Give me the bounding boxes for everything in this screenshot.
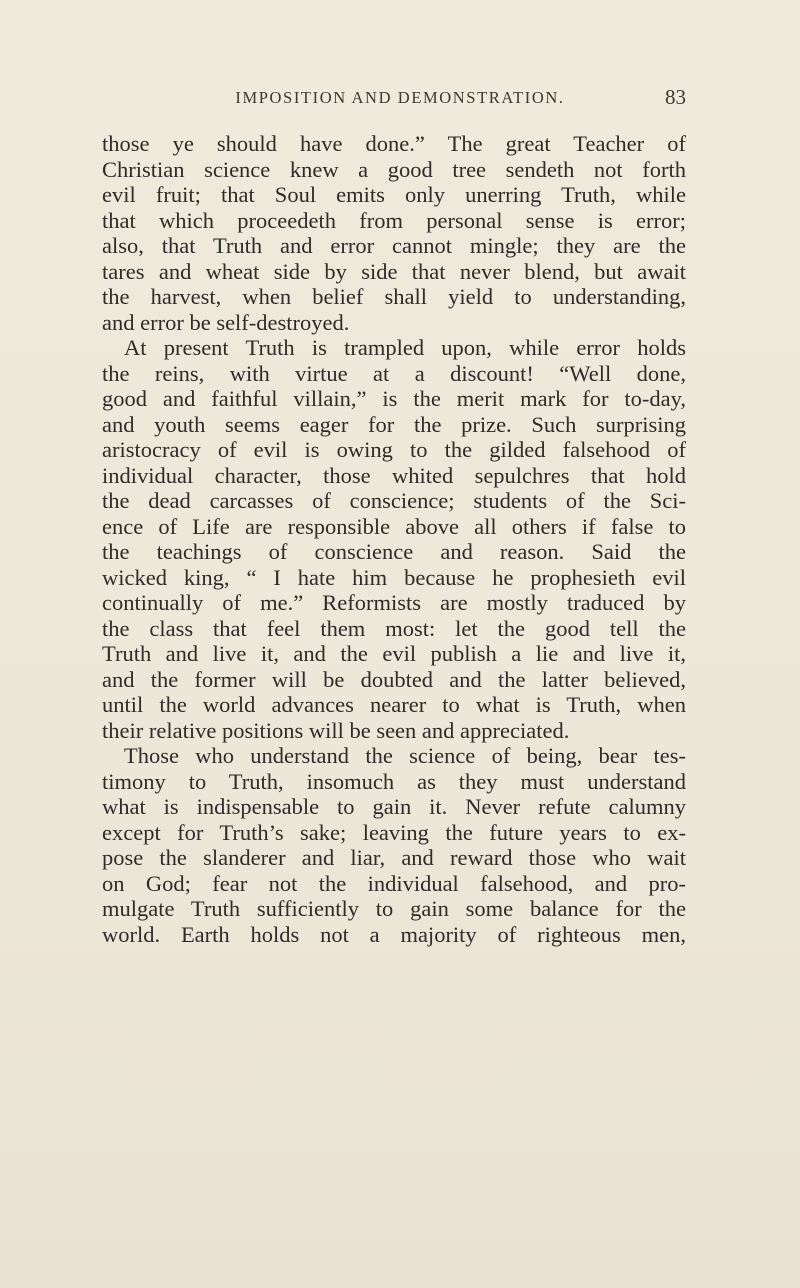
text-line: and the former will be doubted and the latter believed, (102, 666, 686, 692)
text-line: good and faithful villain,” is the merit mark for to-day, (102, 386, 686, 411)
text-line: wicked king, “ I hate him because he prophesieth evil (102, 564, 686, 590)
text-line: continually of me.” Reformists are mostly traduced by (102, 590, 686, 615)
text-line: those ye should have done.” The great Teacher of (102, 131, 686, 156)
text-line: the teachings of conscience and reason. Said the (102, 539, 686, 564)
text-line: until the world advances nearer to what is Truth, when (102, 692, 686, 717)
text-line: pose the slanderer and liar, and reward those who wait (102, 845, 686, 870)
text-line: the reins, with virtue at a discount! “Well done, (102, 360, 686, 386)
paragraph-start-line: Those who understand the science of being, bear tes- (124, 743, 686, 768)
running-head (104, 85, 686, 112)
body-text (102, 131, 686, 947)
text-line: ence of Life are responsible above all others if false to (102, 513, 686, 539)
text-line: the class that feel them most: let the good tell the (102, 615, 686, 641)
text-line: and error be self-destroyed. (102, 309, 350, 335)
text-line: world. Earth holds not a majority of righteous men, (102, 921, 686, 947)
text-line: the harvest, when belief shall yield to understanding, (102, 284, 686, 309)
paragraph-start-line: At present Truth is trampled upon, while error holds (124, 335, 686, 360)
text-line: that which proceedeth from personal sense is error; (102, 207, 686, 233)
text-line: their relative positions will be seen and appreciated. (102, 717, 570, 743)
text-line: Christian science knew a good tree sendeth not forth (102, 156, 686, 182)
text-line: mulgate Truth sufficiently to gain some balance for the (102, 896, 686, 921)
text-line: on God; fear not the individual falsehood, and pro- (102, 870, 686, 896)
running-title: IMPOSITION AND DEMONSTRATION. (235, 88, 565, 107)
text-line: except for Truth’s sake; leaving the future years to ex- (102, 819, 686, 845)
text-line: Truth and live it, and the evil publish a lie and live it, (102, 641, 686, 666)
text-line: evil fruit; that Soul emits only unerring Truth, while (102, 182, 686, 207)
text-line: timony to Truth, insomuch as they must understand (102, 768, 686, 794)
text-line: individual character, those whited sepulchres that hold (102, 462, 686, 488)
text-line: aristocracy of evil is owing to the gilded falsehood of (102, 437, 686, 462)
text-line: what is indispensable to gain it. Never refute calumny (102, 794, 686, 819)
text-line: tares and wheat side by side that never blend, but await (102, 258, 686, 284)
text-line: and youth seems eager for the prize. Such surprising (102, 411, 686, 437)
page-number: 83 (665, 85, 686, 109)
text-line: also, that Truth and error cannot mingle; they are the (102, 233, 686, 258)
text-line: the dead carcasses of conscience; students of the Sci- (102, 488, 686, 513)
